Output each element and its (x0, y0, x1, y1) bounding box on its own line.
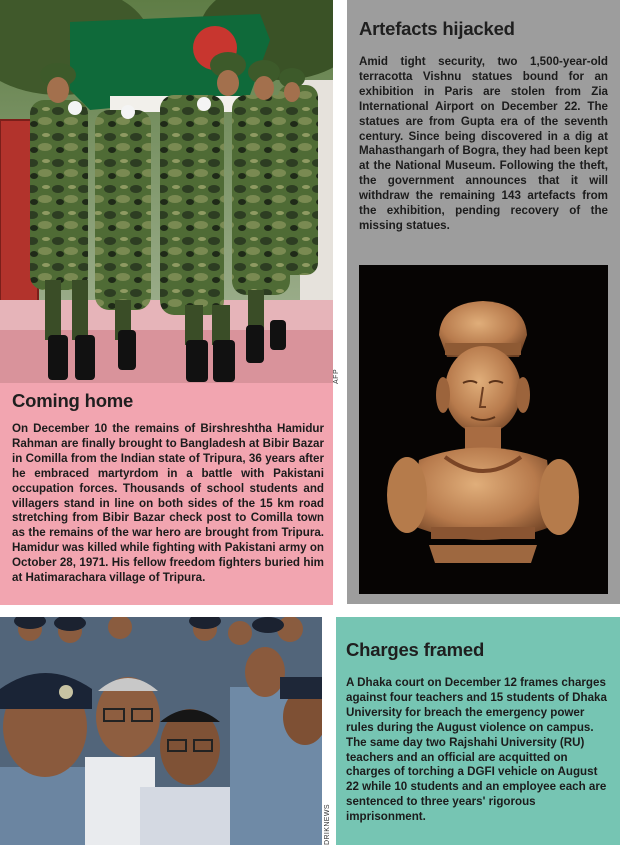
artefacts-hijacked-title: Artefacts hijacked (359, 18, 515, 39)
photo-credit-afp: AFP (333, 368, 340, 384)
coming-home-title: Coming home (12, 390, 134, 411)
charges-framed-body: A Dhaka court on December 12 frames charges against four teachers and 15 students of Dhaka University for breach the emergency power rules during the August violence on campus. The same day two Rajshahi University (RU) teachers and an official are acquitted on charges of torching a DGFI vehicle on August 22 while 10 students and an employee each are sentenced to three years' rigorous imprisonment. (346, 676, 607, 824)
charges-framed-title: Charges framed (346, 639, 485, 660)
coming-home-body: On December 10 the remains of Birshreshtha Hamidur Rahman are finally brought to Bangladesh at Bibir Bazar in Comilla from the Indian state of Tripura, 36 years after he embraced martyrdom in a battle with Pakistani occupation forces. Thousands of school students and villagers stand in line on both sides of the 15 km road stretching from Bibir Bazar check post to Comilla town as the remains of the war hero are brought from Tripura. Hamidur was killed while fighting with Pakistani army on October 28, 1971. His fellow freedom fighters buried him at Hatimarachara village of Tripura. (12, 422, 324, 585)
artefacts-hijacked-body: Amid tight security, two 1,500-year-old terracotta Vishnu statues bound for an exhibition in Paris are stolen from Zia International Airport on December 22. The statues are from Gupta era of the seventh century. Since being discovered in a dig at Mahasthangarh of Bogra, they had been kept at the National Museum. Following the theft, the government announces that it will withdraw the remaining 143 artefacts from the exhibition, pending recovery of the missing statues. (359, 55, 608, 232)
photo-credit-driknews: DRIKNEWS (324, 804, 331, 845)
photo-vishnu-statue (359, 265, 608, 594)
photo-soldiers-carrying-coffin (0, 0, 333, 383)
artefacts-hijacked-panel (347, 0, 620, 604)
coming-home-panel (0, 383, 333, 605)
photo-teachers-at-court (0, 617, 322, 845)
charges-framed-panel (336, 617, 620, 845)
